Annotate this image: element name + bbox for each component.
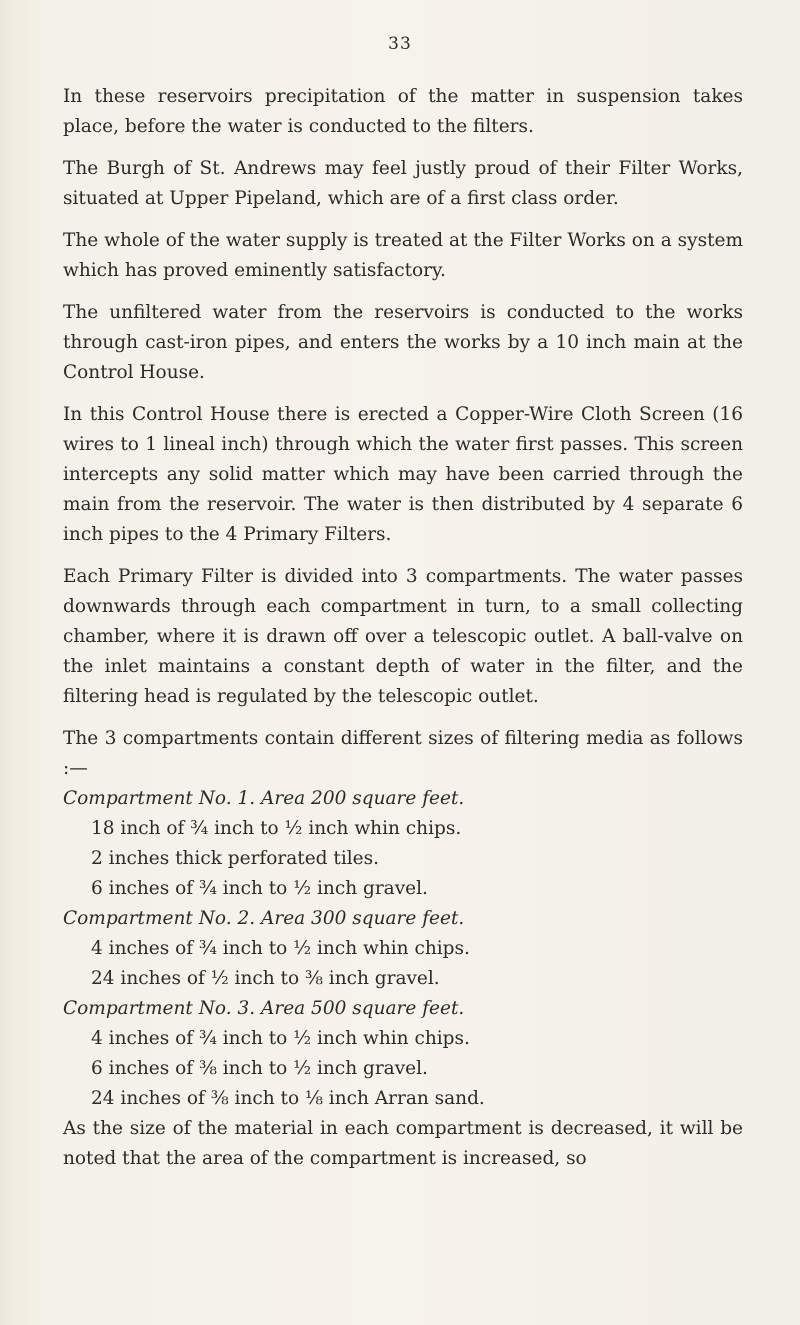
- paragraph-water-supply: The whole of the water supply is treated at the Filter Works on a system which has proved eminently satisfactory.: [63, 230, 743, 281]
- paragraph-compartments-intro: The 3 compartments contain different sizes of filtering media as follows :—: [63, 728, 743, 779]
- list-item: 6 inches of ¾ inch to ½ inch gravel.: [91, 878, 428, 899]
- paragraph-primary-filter: Each Primary Filter is divided into 3 compartments. The water passes downwards through each compartment in turn, to a small collecting chamber, where it is drawn off over a telescopic outlet. A ball-valve on the inlet maintains a constant depth of water in the filter, and the filtering head is regulated by the telescopic outlet.: [63, 566, 743, 707]
- list-item: 4 inches of ¾ inch to ½ inch whin chips.: [91, 938, 470, 959]
- compartment-heading: Compartment No. 2. Area 300 square feet.: [63, 908, 465, 929]
- list-item: 2 inches thick perforated tiles.: [91, 848, 379, 869]
- page-body: [63, 82, 743, 1174]
- list-item: 6 inches of ⅜ inch to ½ inch gravel.: [91, 1058, 428, 1079]
- paragraph-reservoirs: In these reservoirs precipitation of the matter in suspension takes place, before the water is conducted to the filters.: [63, 86, 743, 137]
- list-item: 24 inches of ½ inch to ⅜ inch gravel.: [91, 968, 440, 989]
- page-number: 33: [388, 34, 412, 54]
- compartment-heading: Compartment No. 3. Area 500 square feet.: [63, 998, 465, 1019]
- paragraph-control-house: In this Control House there is erected a Copper-Wire Cloth Screen (16 wires to 1 lineal inch) through which the water first passes. This screen intercepts any solid matter which may have been carried through the main from the reservoir. The water is then distributed by 4 separate 6 inch pipes to the 4 Primary Filters.: [63, 404, 743, 545]
- list-item: 18 inch of ¾ inch to ½ inch whin chips.: [91, 818, 462, 839]
- paragraph-unfiltered-water: The unfiltered water from the reservoirs is conducted to the works through cast-iron pipes, and enters the works by a 10 inch main at the Control House.: [63, 302, 743, 383]
- compartment-list: [63, 784, 743, 1114]
- paragraph-filter-works: The Burgh of St. Andrews may feel justly proud of their Filter Works, situated at Upper Pipeland, which are of a first class order.: [63, 158, 743, 209]
- list-item: 4 inches of ¾ inch to ½ inch whin chips.: [91, 1028, 470, 1049]
- list-item: 24 inches of ⅜ inch to ⅛ inch Arran sand.: [91, 1088, 485, 1109]
- compartment-heading: Compartment No. 1. Area 200 square feet.: [63, 788, 465, 809]
- paragraph-closing: As the size of the material in each compartment is decreased, it will be noted that the area of the compartment is increased, so: [63, 1118, 743, 1169]
